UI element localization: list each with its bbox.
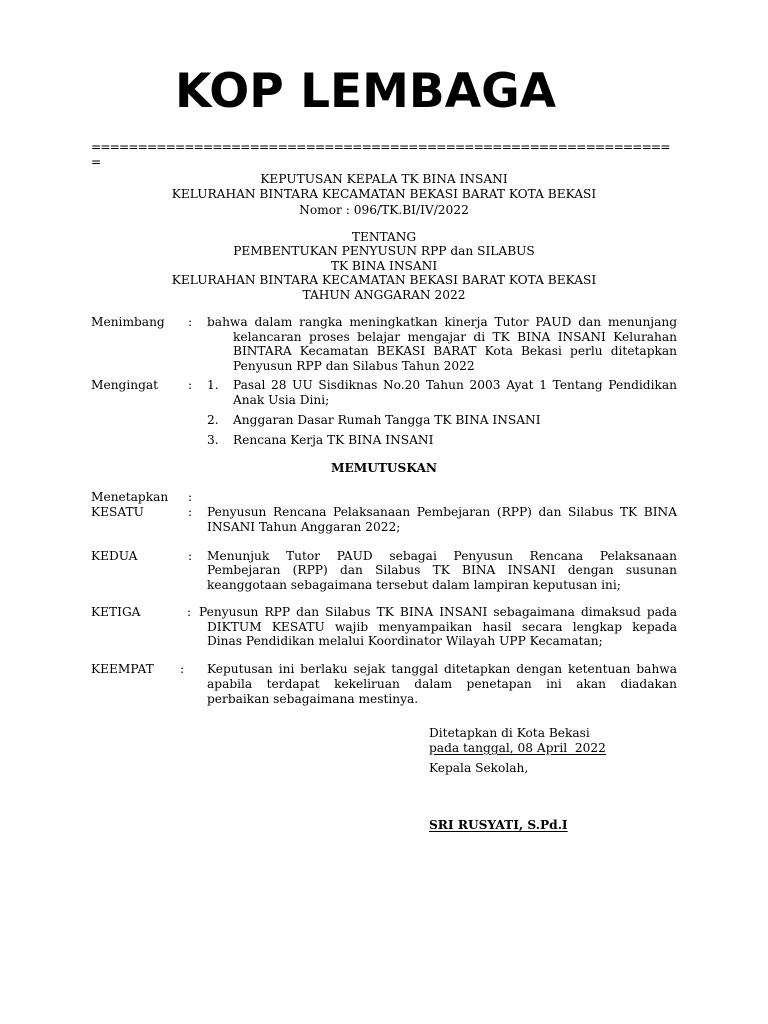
decree-number: Nomor : 096/TK.BI/IV/2022 [299,203,469,217]
decree-subject-line: TAHUN ANGGARAN 2022 [302,288,466,302]
diktum-text-line: apabila terdapat kekeliruan dalam penetapan ini akan diadakan [207,677,677,691]
mengingat-item-number: 2. [207,413,219,427]
menimbang-text-line: kelancaran proses belajar mengajar di TK BINA INSANI Kelurahan [233,330,677,344]
diktum-label: KEDUA [91,549,138,563]
mengingat-item-text-line: Anak Usia Dini; [233,393,330,407]
diktum-colon: : [188,505,193,519]
signature-place: Ditetapkan di Kota Bekasi [429,726,590,740]
menimbang-label: Menimbang [91,315,165,329]
decree-about-label: TENTANG [351,230,417,244]
decree-region: KELURAHAN BINTARA KECAMATAN BEKASI BARAT KOTA BEKASI [171,187,597,201]
mengingat-label: Mengingat [91,378,159,392]
diktum-text-line: Penyusun Rencana Pelaksanaan Pembejaran (RPP) dan Silabus TK BINA [207,505,677,519]
diktum-colon: : [180,662,185,676]
menimbang-text-line: bahwa dalam rangka meningkatkan kinerja Tutor PAUD dan menunjang [207,315,677,329]
decree-title: KEPUTUSAN KEPALA TK BINA INSANI [260,172,508,186]
diktum-text-line: keanggotaan sebagaimana tersebut dalam lampiran keputusan ini; [207,578,621,592]
diktum-colon: : [188,549,193,563]
menimbang-text-line: Penyusun RPP dan Silabus Tahun 2022 [233,359,475,373]
mengingat-item-number: 3. [207,433,219,447]
diktum-text-line: Keputusan ini berlaku sejak tanggal ditetapkan dengan ketentuan bahwa [207,662,677,676]
separator-line-end: = [91,155,101,169]
mengingat-item-number: 1. [207,378,219,392]
mengingat-item-text-line: Pasal 28 UU Sisdiknas No.20 Tahun 2003 Ayat 1 Tentang Pendidikan [233,378,677,392]
menetapkan-colon: : [188,490,193,504]
diktum-text-line: perbaikan sebagaimana mestinya. [207,692,419,706]
diktum-label: KEEMPAT [91,662,154,676]
diktum-text-line: Dinas Pendidikan melalui Koordinator Wilayah UPP Kecamatan; [207,634,603,648]
diktum-text-line: Penyusun RPP dan Silabus TK BINA INSANI sebagaimana dimaksud pada [199,605,677,619]
mengingat-item-text-line: Anggaran Dasar Rumah Tangga TK BINA INSANI [233,413,541,427]
decree-subject-line: KELURAHAN BINTARA KECAMATAN BEKASI BARAT KOTA BEKASI [171,273,597,287]
mengingat-colon: : [188,378,193,392]
diktum-label: KETIGA [91,605,141,619]
signature-date: pada tanggal, 08 April 2022 [429,741,606,755]
mengingat-item-text-line: Rencana Kerja TK BINA INSANI [233,433,434,447]
diktum-text-line: Pembejaran (RPP) dan Silabus TK BINA INSANI dengan susunan [207,563,677,577]
signatory-name: SRI RUSYATI, S.Pd.I [429,818,568,832]
diktum-text-line: Menunjuk Tutor PAUD sebagai Penyusun Rencana Pelaksanaan [207,549,677,563]
menimbang-text-line: BINTARA Kecamatan BEKASI BARAT Kota Bekasi perlu ditetapkan [233,344,677,358]
diktum-colon: : [187,605,192,619]
separator-line: ============================================================== [91,140,670,154]
menetapkan-label: Menetapkan [91,490,169,504]
decision-heading: MEMUTUSKAN [330,461,438,475]
menimbang-colon: : [188,315,193,329]
letterhead-title: KOP LEMBAGA [175,64,557,119]
decree-subject-line: PEMBENTUKAN PENYUSUN RPP dan SILABUS [233,244,535,258]
diktum-text-line: INSANI Tahun Anggaran 2022; [207,520,401,534]
decree-subject-line: TK BINA INSANI [330,259,438,273]
diktum-text-line: DIKTUM KESATU wajib menyampaikan hasil secara lengkap kepada [207,620,677,634]
signature-position: Kepala Sekolah, [429,761,529,775]
diktum-label: KESATU [91,505,144,519]
